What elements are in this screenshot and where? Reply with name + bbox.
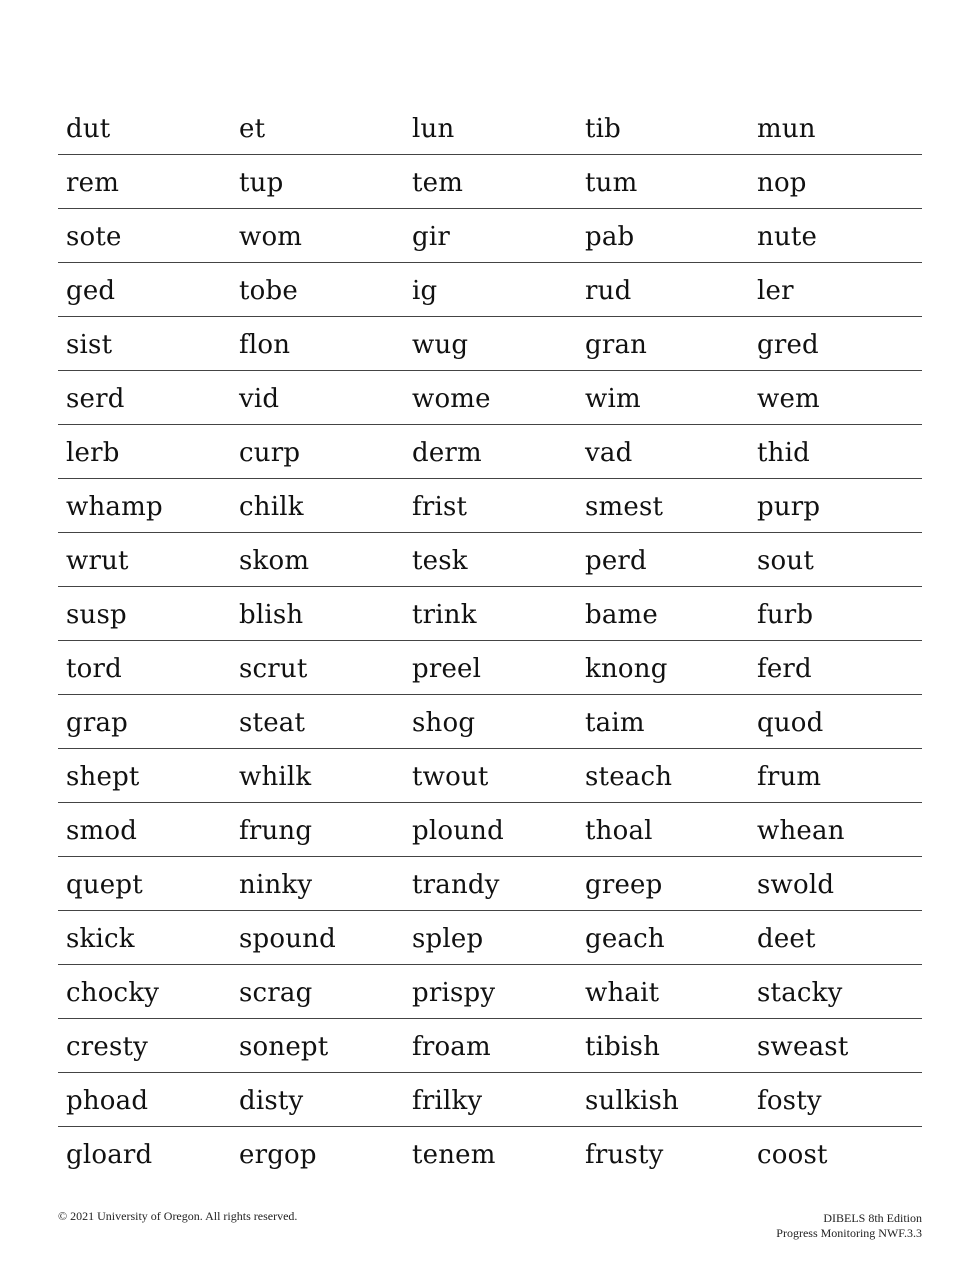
edition-label: DIBELS 8th Edition: [823, 1211, 922, 1225]
word-cell: stacky: [757, 978, 843, 1008]
word-cell: tord: [66, 654, 122, 684]
word-cell: chilk: [239, 492, 304, 522]
word-cell: swold: [757, 870, 835, 900]
word-cell: ferd: [757, 654, 812, 684]
word-cell: purp: [757, 492, 821, 522]
word-cell: coost: [757, 1140, 828, 1170]
word-cell: quept: [66, 870, 143, 900]
word-cell: curp: [239, 438, 301, 468]
word-cell: ig: [412, 276, 438, 306]
word-cell: susp: [66, 600, 127, 630]
word-cell: tib: [585, 114, 622, 144]
word-cell: tup: [239, 168, 284, 198]
word-cell: sonept: [239, 1032, 329, 1062]
word-cell: spound: [239, 924, 336, 954]
table-row: [58, 155, 922, 209]
word-cell: gloard: [66, 1140, 153, 1170]
word-cell: tobe: [239, 276, 298, 306]
table-row: [58, 479, 922, 533]
word-cell: ler: [757, 276, 794, 306]
word-cell: serd: [66, 384, 125, 414]
word-cell: geach: [585, 924, 665, 954]
word-cell: thoal: [585, 816, 653, 846]
table-row: [58, 749, 922, 803]
word-cell: wome: [412, 384, 491, 414]
word-cell: bame: [585, 600, 658, 630]
word-cell: wrut: [66, 546, 129, 576]
word-cell: tum: [585, 168, 638, 198]
word-cell: preel: [412, 654, 482, 684]
word-cell: whamp: [66, 492, 163, 522]
word-cell: derm: [412, 438, 482, 468]
word-cell: vad: [585, 438, 633, 468]
word-cell: frum: [757, 762, 822, 792]
table-row: [58, 101, 922, 155]
word-cell: gran: [585, 330, 648, 360]
word-cell: smest: [585, 492, 664, 522]
word-cell: trandy: [412, 870, 500, 900]
word-cell: plound: [412, 816, 504, 846]
word-cell: tesk: [412, 546, 468, 576]
word-cell: ged: [66, 276, 116, 306]
word-cell: lerb: [66, 438, 120, 468]
word-cell: sulkish: [585, 1086, 679, 1116]
word-cell: pab: [585, 222, 635, 252]
form-info: [776, 1211, 922, 1241]
word-cell: skick: [66, 924, 135, 954]
form-label: Progress Monitoring NWF.3.3: [776, 1226, 922, 1240]
word-cell: scrag: [239, 978, 313, 1008]
word-cell: perd: [585, 546, 647, 576]
word-cell: smod: [66, 816, 138, 846]
word-cell: scrut: [239, 654, 308, 684]
word-cell: skom: [239, 546, 310, 576]
word-cell: greep: [585, 870, 663, 900]
word-cell: thid: [757, 438, 810, 468]
word-cell: chocky: [66, 978, 160, 1008]
table-row: [58, 587, 922, 641]
word-cell: grap: [66, 708, 129, 738]
table-row: [58, 425, 922, 479]
word-cell: ninky: [239, 870, 313, 900]
word-cell: rud: [585, 276, 632, 306]
word-cell: trink: [412, 600, 477, 630]
word-table: [58, 101, 922, 1189]
word-cell: tem: [412, 168, 464, 198]
word-cell: disty: [239, 1086, 304, 1116]
table-row: [58, 209, 922, 263]
word-cell: ergop: [239, 1140, 317, 1170]
word-cell: flon: [239, 330, 291, 360]
table-row: [58, 857, 922, 911]
word-cell: quod: [757, 708, 824, 738]
word-cell: prispy: [412, 978, 496, 1008]
word-cell: blish: [239, 600, 304, 630]
word-cell: wim: [585, 384, 641, 414]
word-cell: vid: [239, 384, 280, 414]
table-row: [58, 317, 922, 371]
word-cell: frung: [239, 816, 313, 846]
word-cell: splep: [412, 924, 484, 954]
word-cell: sote: [66, 222, 122, 252]
word-cell: et: [239, 114, 266, 144]
word-cell: gir: [412, 222, 450, 252]
word-cell: cresty: [66, 1032, 149, 1062]
word-cell: dut: [66, 114, 111, 144]
word-cell: froam: [412, 1032, 491, 1062]
table-row: [58, 371, 922, 425]
table-row: [58, 263, 922, 317]
word-cell: frilky: [412, 1086, 483, 1116]
table-row: [58, 803, 922, 857]
table-row: [58, 911, 922, 965]
word-cell: sout: [757, 546, 814, 576]
table-row: [58, 1019, 922, 1073]
word-cell: mun: [757, 114, 816, 144]
word-cell: gred: [757, 330, 819, 360]
word-cell: tibish: [585, 1032, 661, 1062]
word-cell: whilk: [239, 762, 312, 792]
word-cell: shept: [66, 762, 140, 792]
word-cell: wug: [412, 330, 469, 360]
word-cell: twout: [412, 762, 489, 792]
word-cell: deet: [757, 924, 816, 954]
word-cell: shog: [412, 708, 476, 738]
word-cell: steach: [585, 762, 673, 792]
word-cell: nute: [757, 222, 818, 252]
table-row: [58, 533, 922, 587]
word-cell: lun: [412, 114, 455, 144]
word-cell: frusty: [585, 1140, 664, 1170]
word-cell: steat: [239, 708, 306, 738]
word-cell: whait: [585, 978, 660, 1008]
word-cell: furb: [757, 600, 814, 630]
copyright-notice: © 2021 University of Oregon. All rights reserved.: [58, 1209, 298, 1223]
word-cell: fosty: [757, 1086, 822, 1116]
word-cell: whean: [757, 816, 845, 846]
word-cell: taim: [585, 708, 645, 738]
table-row: [58, 695, 922, 749]
word-cell: knong: [585, 654, 668, 684]
word-cell: wom: [239, 222, 303, 252]
word-cell: rem: [66, 168, 120, 198]
word-cell: sweast: [757, 1032, 849, 1062]
table-row: [58, 1073, 922, 1127]
word-cell: sist: [66, 330, 113, 360]
word-cell: phoad: [66, 1086, 149, 1116]
table-row: [58, 1127, 922, 1189]
table-row: [58, 965, 922, 1019]
word-cell: tenem: [412, 1140, 496, 1170]
word-cell: nop: [757, 168, 807, 198]
word-cell: wem: [757, 384, 820, 414]
table-row: [58, 641, 922, 695]
word-cell: frist: [412, 492, 468, 522]
